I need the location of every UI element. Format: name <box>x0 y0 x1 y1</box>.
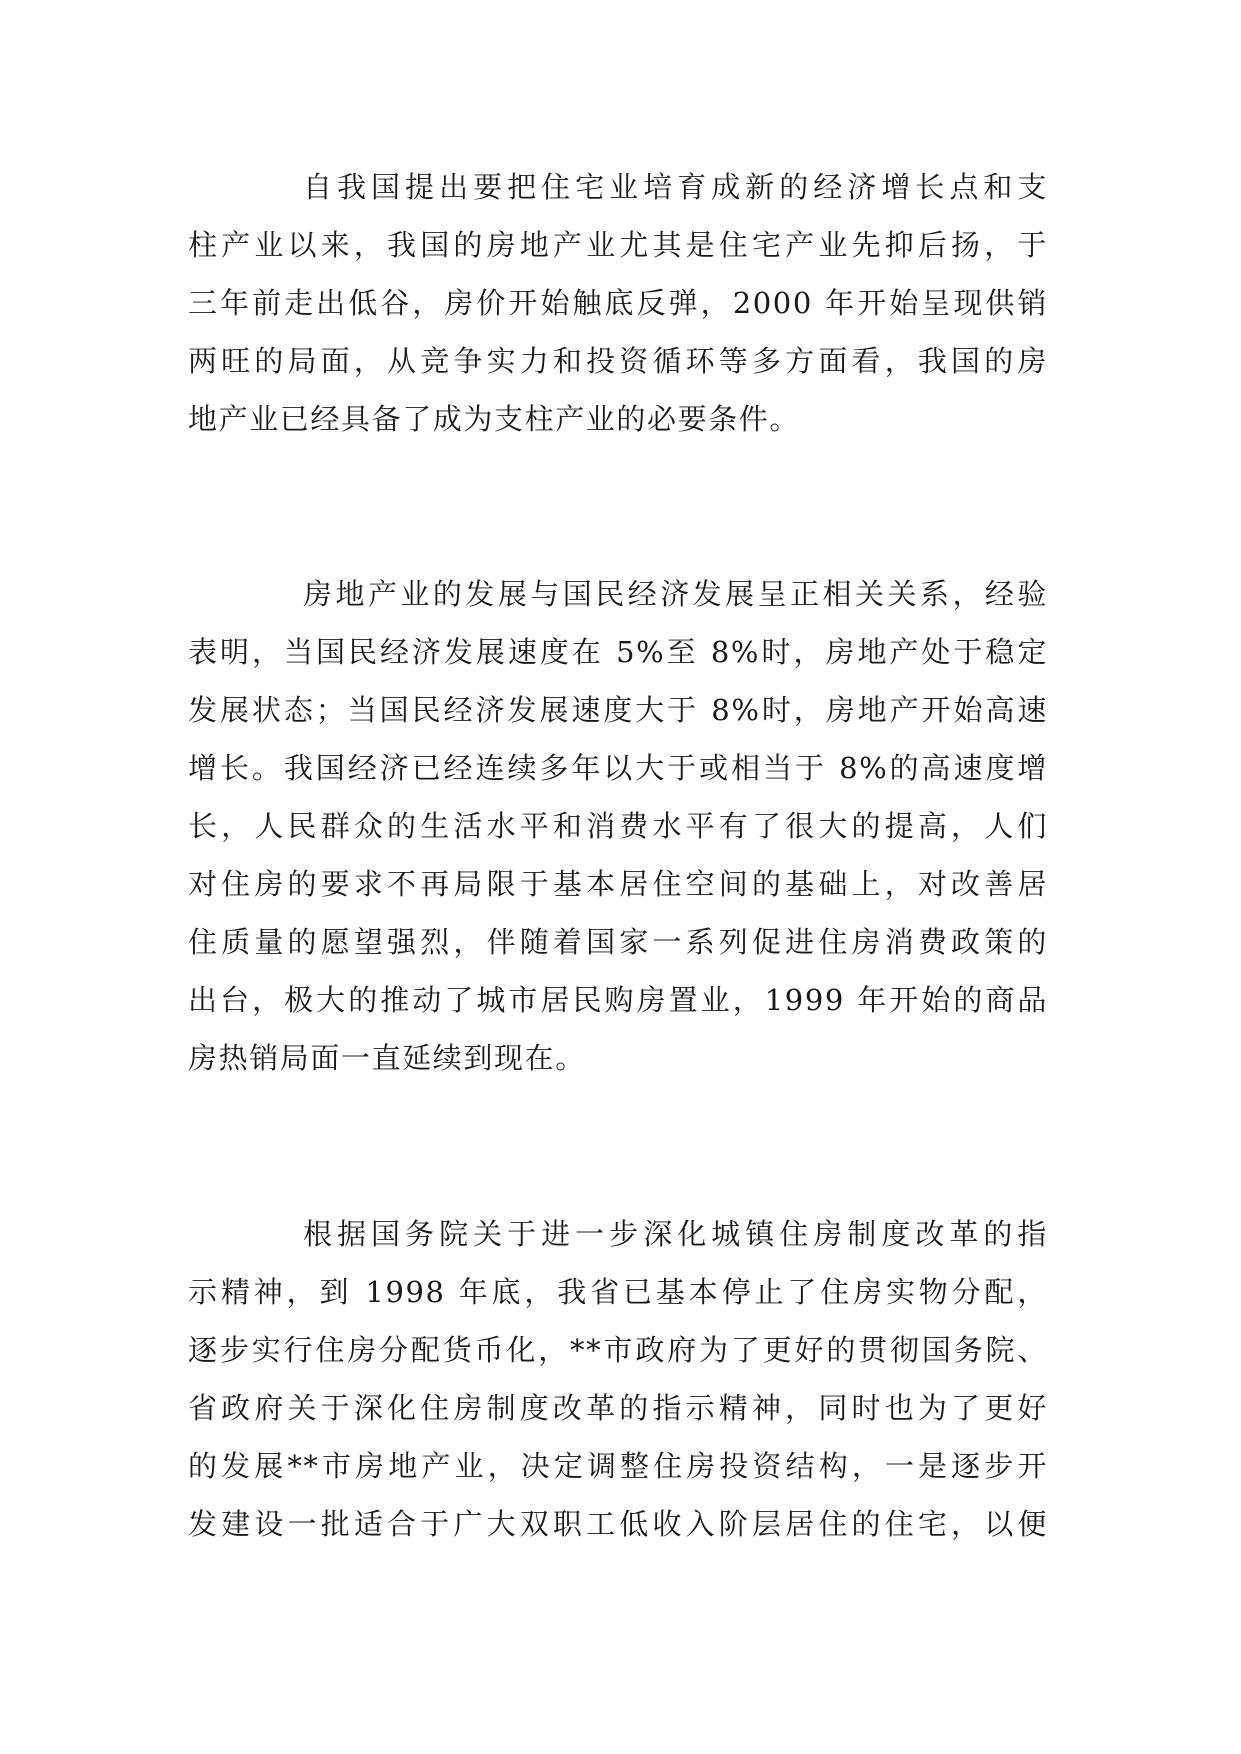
paragraph-line: 的发展**市房地产业，决定调整住房投资结构，一是逐步开 <box>188 1449 1048 1483</box>
paragraph-line: 省政府关于深化住房制度改革的指示精神，同时也为了更好 <box>188 1391 1048 1425</box>
paragraph-line: 两旺的局面，从竞争实力和投资循环等多方面看，我国的房 <box>188 344 1048 378</box>
paragraph-line: 发展状态；当国民经济发展速度大于 8%时，房地产开始高速 <box>188 693 1048 727</box>
paragraph-line: 逐步实行住房分配货币化，**市政府为了更好的贯彻国务院、 <box>188 1333 1048 1367</box>
paragraph-1 <box>188 158 1048 448</box>
paragraph-line: 增长。我国经济已经连续多年以大于或相当于 8%的高速度增 <box>188 751 1048 785</box>
paragraph-line: 自我国提出要把住宅业培育成新的经济增长点和支 <box>303 170 1048 204</box>
paragraph-line: 表明，当国民经济发展速度在 5%至 8%时，房地产处于稳定 <box>188 635 1048 669</box>
paragraph-line: 示精神，到 1998 年底，我省已基本停止了住房实物分配， <box>188 1275 1048 1309</box>
paragraph-line: 三年前走出低谷，房价开始触底反弹，2000 年开始呈现供销 <box>188 286 1048 320</box>
paragraph-line: 房热销局面一直延续到现在。 <box>188 1041 586 1075</box>
paragraph-line: 对住房的要求不再局限于基本居住空间的基础上，对改善居 <box>188 867 1048 901</box>
paragraph-line: 住质量的愿望强烈，伴随着国家一系列促进住房消费政策的 <box>188 925 1048 959</box>
paragraph-line: 房地产业的发展与国民经济发展呈正相关关系，经验 <box>303 577 1048 611</box>
paragraph-3 <box>188 1205 1048 1553</box>
paragraph-line: 长，人民群众的生活水平和消费水平有了很大的提高，人们 <box>188 809 1048 843</box>
paragraph-line: 根据国务院关于进一步深化城镇住房制度改革的指 <box>303 1217 1048 1251</box>
paragraph-line: 发建设一批适合于广大双职工低收入阶层居住的住宅，以便 <box>188 1507 1048 1541</box>
paragraph-2 <box>188 565 1048 1087</box>
paragraph-line: 柱产业以来，我国的房地产业尤其是住宅产业先抑后扬，于 <box>188 228 1048 262</box>
paragraph-line: 地产业已经具备了成为支柱产业的必要条件。 <box>188 402 801 436</box>
paragraph-line: 出台，极大的推动了城市居民购房置业，1999 年开始的商品 <box>188 983 1048 1017</box>
